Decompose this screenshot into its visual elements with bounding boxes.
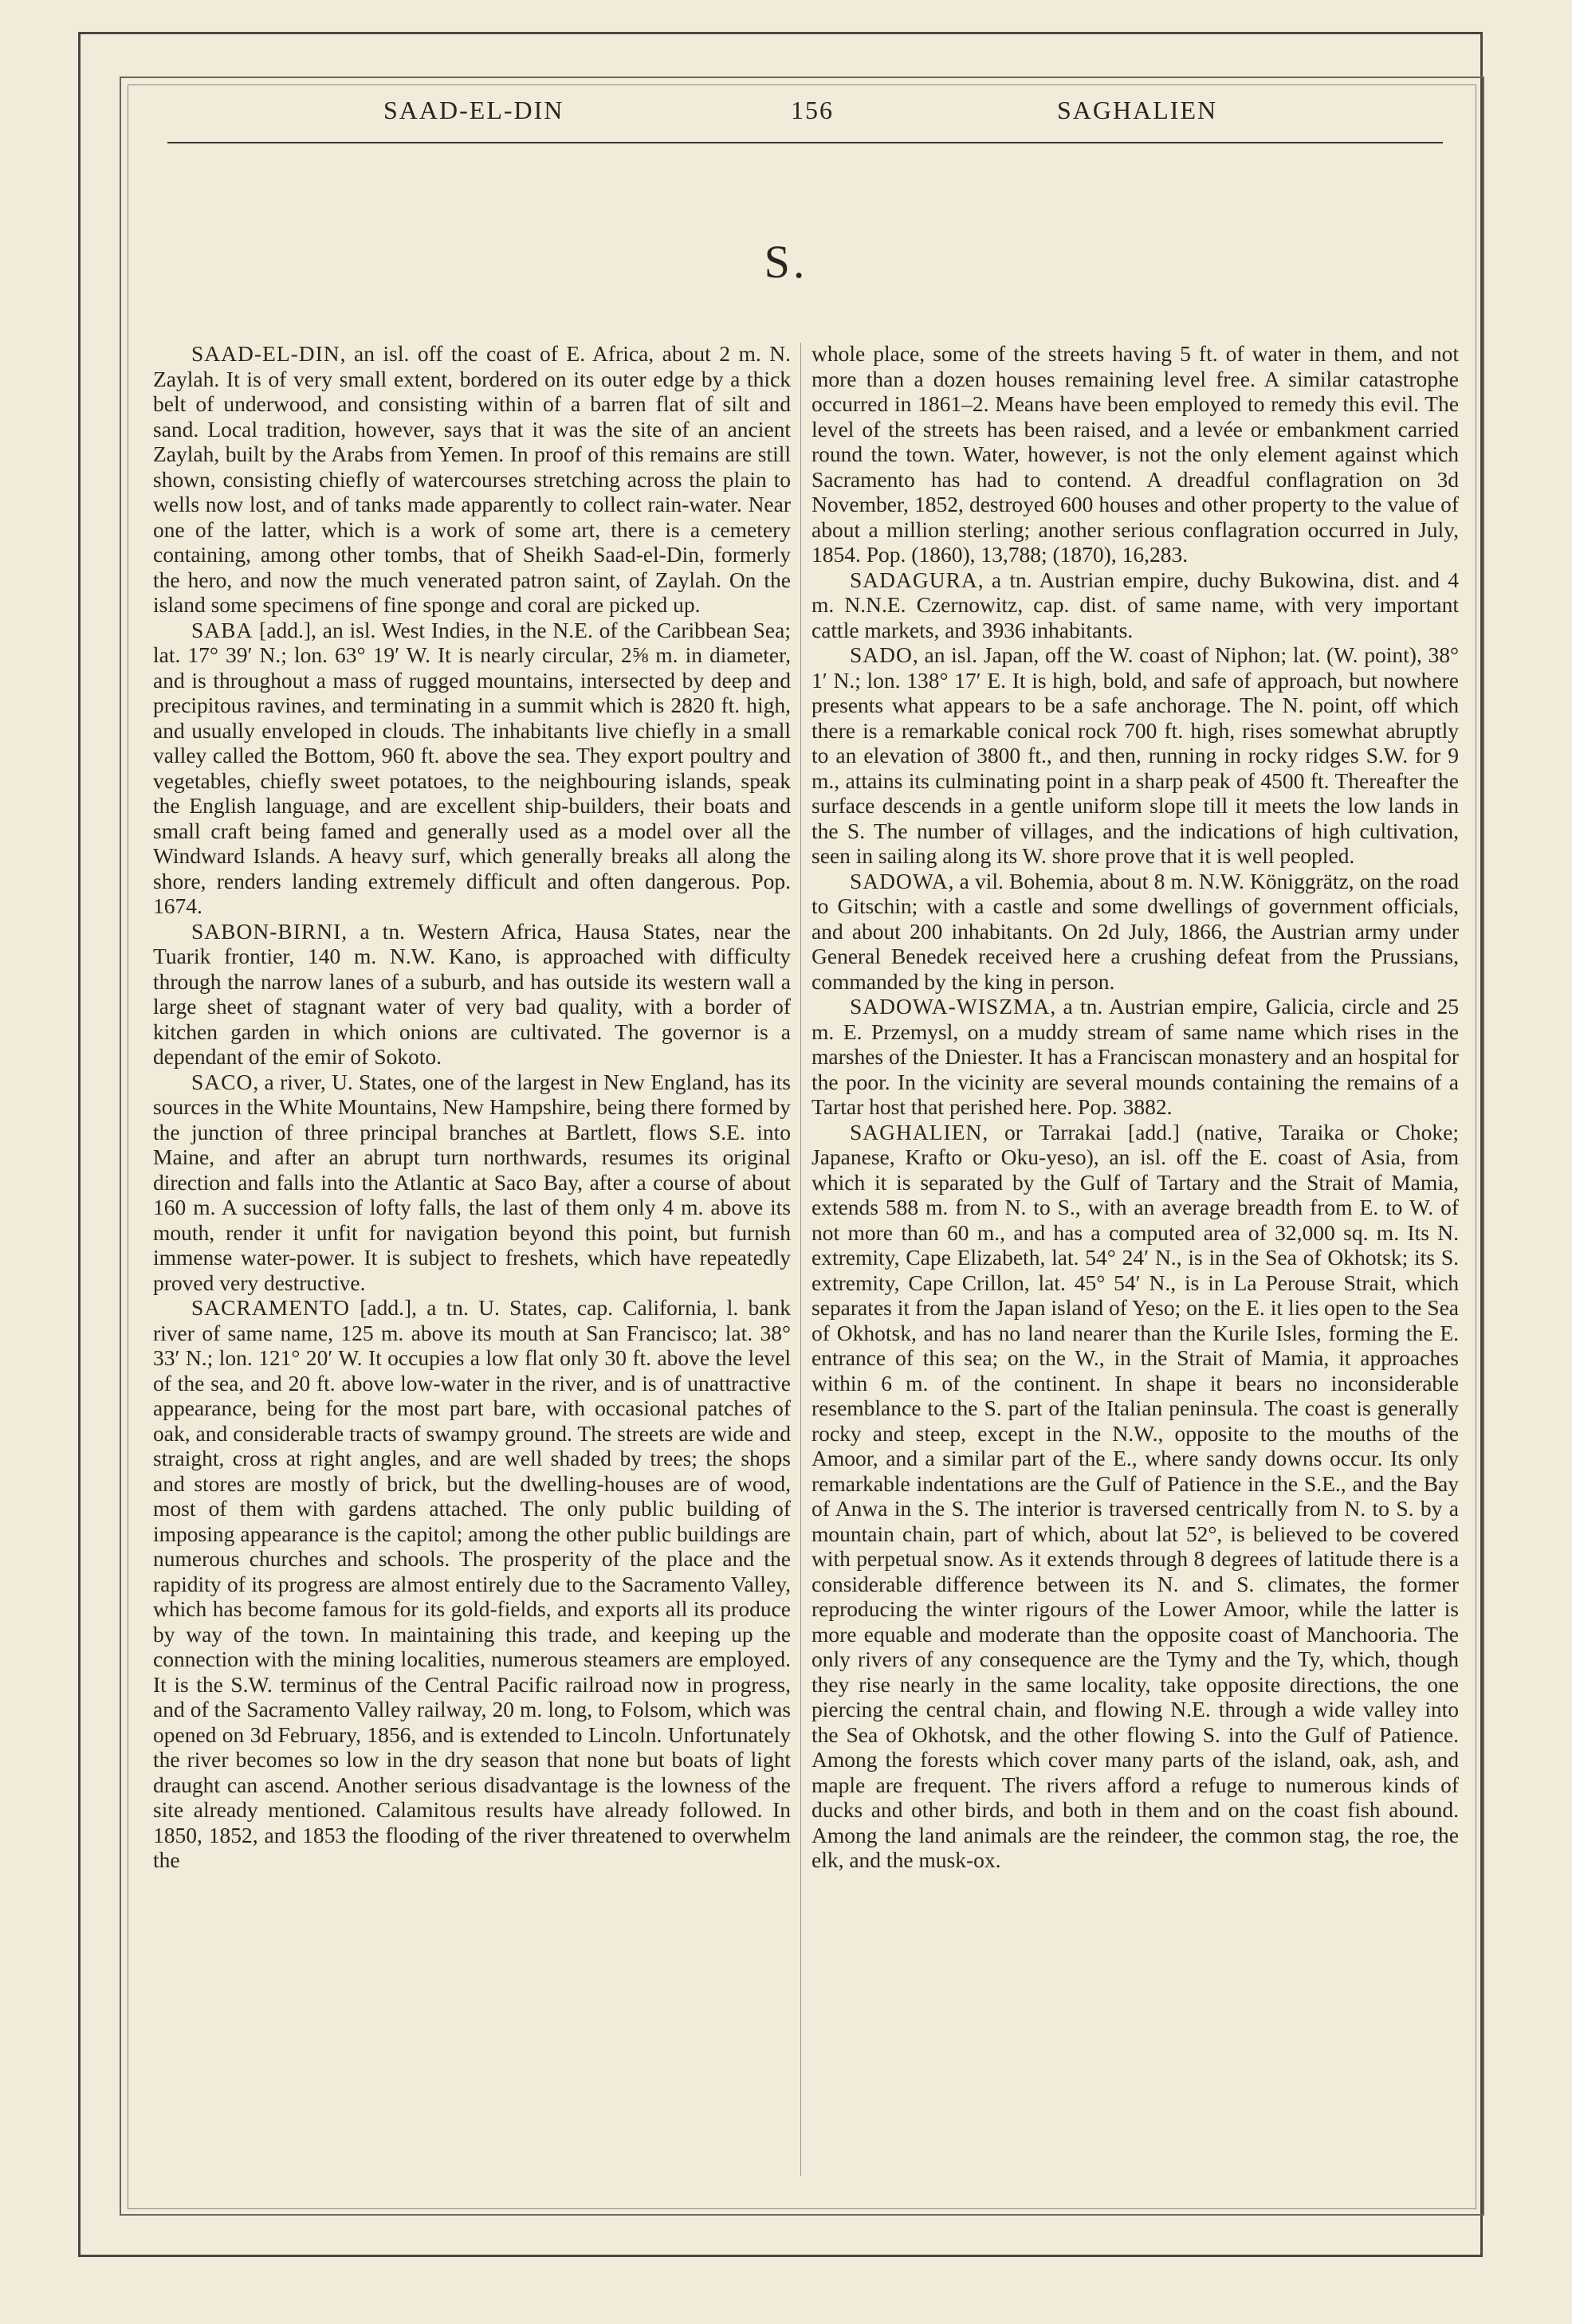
entry-text: , a river, U. States, one of the largest in New England, has its sources in the White Mountains, New Hampshire, being there formed by the junction of three principal branches at Bartlett, flows S.E. into Maine, and after an abrupt turn northwards, resumes its original direction and falls into the Atlantic at Saco Bay, after a course of about 160 m. A succession of lofty falls, the last of them only 4 m. above its mouth, render it unfit for navigation beyond this point, but furnish immense water-power. It is subject to freshets, which have repeatedly proved very destructive.	[153, 1069, 791, 1295]
entry-headword: SADOWA-WISZMA	[850, 994, 1051, 1019]
entry-text: , an isl. Japan, off the W. coast of Niphon; lat. (W. point), 38° 1′ N.; lon. 138° 17′ E. It is high, bold, and safe of approach, but nowhere presents what appears to be a safe anchorage. The N. point, off which there is a remarkable conical rock 700 ft. high, rises somewhat abruptly to an elevation of 3800 ft., and then, running in rocky ridges S.W. for 9 m., attains its culminating point in a sharp peak of 4500 ft. Thereafter the surface descends in a gentle uniform slope till it meets the low lands in the S. The number of villages, and the indications of high cultivation, seen in sailing along its W. shore prove that it is well peopled.	[812, 642, 1459, 868]
page-number: 156	[791, 96, 834, 124]
header-rule	[167, 142, 1443, 143]
entry-continuation	[812, 341, 1459, 567]
entry-headword: SACRAMENTO	[191, 1295, 350, 1320]
entry	[812, 994, 1459, 1120]
section-letter: S.	[764, 236, 808, 288]
entry	[812, 1120, 1459, 1873]
entry	[153, 1070, 791, 1296]
entry	[153, 1295, 791, 1873]
entry-text: , or Tarrakai [add.] (native, Taraika or Choke; Japanese, Krafto or Oku-yeso), an isl. off the E. coast of Asia, from which it is separated by the Gulf of Tartary and the Strait of Mamia, extends 588 m. from N. to S., with an average breadth from E. to W. of not more than 60 m., and has a computed area of 32,000 sq. m. Its N. extremity, Cape Elizabeth, lat. 54° 24′ N., is in the Sea of Okhotsk; its S. extremity, Cape Crillon, lat. 45° 54′ N., is in La Perouse Strait, which separates it from the Japan island of Yeso; on the E. it lies open to the Sea of Okhotsk, and has no land nearer than the Kurile Isles, forming the E. entrance of this sea; on the W., in the Strait of Mamia, it approaches within 6 m. of the continent. In shape it bears no inconsiderable resemblance to the S. part of the Italian peninsula. The coast is generally rocky and steep, except in the N.W., opposite to the mouths of the Amoor, and a similar part of the E., where sandy downs occur. Its only remarkable indentations are the Gulf of Patience in the S.E., and the Bay of Anwa in the S. The interior is traversed centrically from N. to S. by a mountain chain, part of which, about lat 52°, is believed to be covered with perpetual snow. As it extends through 8 degrees of latitude there is a considerable difference between its N. and S. climates, the former reproducing the winter rigours of the Lower Amoor, while the latter is more equable and moderate than the opposite coast of Manchooria. The only rivers of any consequence are the Tymy and the Ty, which, though they rise nearly in the same locality, take opposite directions, the one piercing the central chain, and flowing N.E. through a wide valley into the Sea of Okhotsk, and the other flowing S. into the Gulf of Patience. Among the forests which cover many parts of the island, oak, ash, and maple are frequent. The rivers afford a refuge to numerous kinds of ducks and other birds, and both in them and on the coast fish abound. Among the land animals are the reindeer, the common stag, the roe, the elk, and the musk-ox.	[812, 1119, 1459, 1872]
entry-text: , a tn. Austrian empire, Galicia, circle and 25 m. E. Przemysl, on a muddy stream of same name which rises in the marshes of the Dniester. It has a Franciscan monastery and an hospital for the poor. In the vicinity are several mounds containing the remains of a Tartar host that perished here. Pop. 3882.	[812, 994, 1459, 1119]
running-header	[164, 96, 1440, 143]
entry	[812, 567, 1459, 643]
entry-text: , a tn. Austrian empire, duchy Bukowina, dist. and 4 m. N.N.E. Czernowitz, cap. dist. of same name, with very important cattle markets, and 3936 inhabitants.	[812, 567, 1459, 642]
header-right-guide-word: SAGHALIEN	[1057, 96, 1218, 124]
column-separator	[800, 343, 801, 2176]
entry	[812, 642, 1459, 869]
entry-headword: SABON-BIRNI	[191, 918, 342, 944]
entry-text: , an isl. off the coast of E. Africa, about 2 m. N. Zaylah. It is of very small extent, bordered on its outer edge by a thick belt of underwood, and consisting within of a barren flat of silt and sand. Local tradition, however, says that it was the site of an ancient Zaylah, built by the Arabs from Yemen. In proof of this remains are still shown, consisting chiefly of watercourses stretching across the plain to wells now lost, and of tanks made apparently to collect rain-water. Near one of the latter, which is a work of some art, there is a cemetery containing, among other tombs, that of Sheikh Saad-el-Din, formerly the hero, and now the much venerated patron saint, of Zaylah. On the island some specimens of fine sponge and coral are picked up.	[153, 341, 791, 617]
entry-text: , a vil. Bohemia, about 8 m. N.W. Königgrätz, on the road to Gitschin; with a castle and some dwellings of government officials, and about 200 inhabitants. On 2d July, 1866, the Austrian army under General Benedek received here a crushing defeat from the Prussians, commanded by the king in person.	[812, 868, 1459, 994]
entry-headword: SADAGURA	[850, 567, 978, 592]
entry-headword: SACO	[191, 1069, 253, 1094]
entry-headword: SAAD-EL-DIN	[191, 341, 340, 366]
entry-text: , a tn. Western Africa, Hausa States, near the Tuarik frontier, 140 m. N.W. Kano, is approached with difficulty through the narrow lanes of a suburb, and has outside its western wall a large sheet of stagnant water of very bad quality, with a border of kitchen garden in which onions are cultivated. The governor is a dependant of the emir of Sokoto.	[153, 918, 791, 1069]
right-column	[812, 341, 1459, 1873]
entry	[153, 341, 791, 618]
entry-headword: SADO	[850, 642, 913, 667]
entry	[153, 919, 791, 1070]
header-left-guide-word: SAAD-EL-DIN	[383, 96, 564, 124]
entry-headword: SAGHALIEN	[850, 1119, 983, 1144]
entry	[153, 618, 791, 919]
left-column	[153, 341, 791, 1873]
entry	[812, 869, 1459, 995]
entry-text: [add.], a tn. U. States, cap. California, l. bank river of same name, 125 m. above its mouth at San Francisco; lat. 38° 33′ N.; lon. 121° 20′ W. It occupies a low flat only 30 ft. above the level of the sea, and 20 ft. above low-water in the river, and is of unattractive appearance, being for the most part bare, with occasional patches of oak, and considerable tracts of swampy ground. The streets are wide and straight, cross at right angles, and are well shaded by trees; the shops and stores are mostly of brick, but the dwelling-houses are of wood, most of them with gardens attached. The only public building of imposing appearance is the capitol; among the other public buildings are numerous churches and schools. The prosperity of the place and the rapidity of its progress are almost entirely due to the Sacramento Valley, which has become famous for its gold-fields, and exports all its produce by way of the town. In maintaining this trade, and keeping up the connection with the mining localities, numerous steamers are employed. It is the S.W. terminus of the Central Pacific railroad now in progress, and of the Sacramento Valley railway, 20 m. long, to Folsom, which was opened on 3d February, 1856, and is extended to Lincoln. Unfortunately the river becomes so low in the dry season that none but boats of light draught can ascend. Another serious disadvantage is the lowness of the site already mentioned. Calamitous results have already followed. In 1850, 1852, and 1853 the flooding of the river threatened to overwhelm the	[153, 1295, 791, 1872]
entry-headword: SABA	[191, 617, 253, 642]
entry-headword: SADOWA	[850, 868, 949, 893]
entry-text: whole place, some of the streets having 5 ft. of water in them, and not more than a dozen houses remaining level free. A similar catastrophe occurred in 1861–2. Means have been employed to remedy this evil. The level of the streets has been raised, and a levée or embankment carried round the town. Water, however, is not the only element against which Sacramento has had to contend. A dreadful conflagration on 3d November, 1852, destroyed 600 houses and other property to the value of about a million sterling; another serious conflagration occurred in July, 1854. Pop. (1860), 13,788; (1870), 16,283.	[812, 341, 1459, 567]
entry-text: [add.], an isl. West Indies, in the N.E. of the Caribbean Sea; lat. 17° 39′ N.; lon. 63° 19′ W. It is nearly circular, 2⅝ m. in diameter, and is throughout a mass of rugged mountains, intersected by deep and precipitous ravines, and terminating in a summit which is 2820 ft. high, and usually enveloped in clouds. The inhabitants live chiefly in a small valley called the Bottom, 960 ft. above the sea. They export poultry and vegetables, chiefly sweet potatoes, to the neighbouring islands, speak the English language, and are excellent ship-builders, their boats and small craft being famed and generally used as a model over all the Windward Islands. A heavy surf, which generally breaks all along the shore, renders landing extremely difficult and often dangerous. Pop. 1674.	[153, 617, 791, 918]
